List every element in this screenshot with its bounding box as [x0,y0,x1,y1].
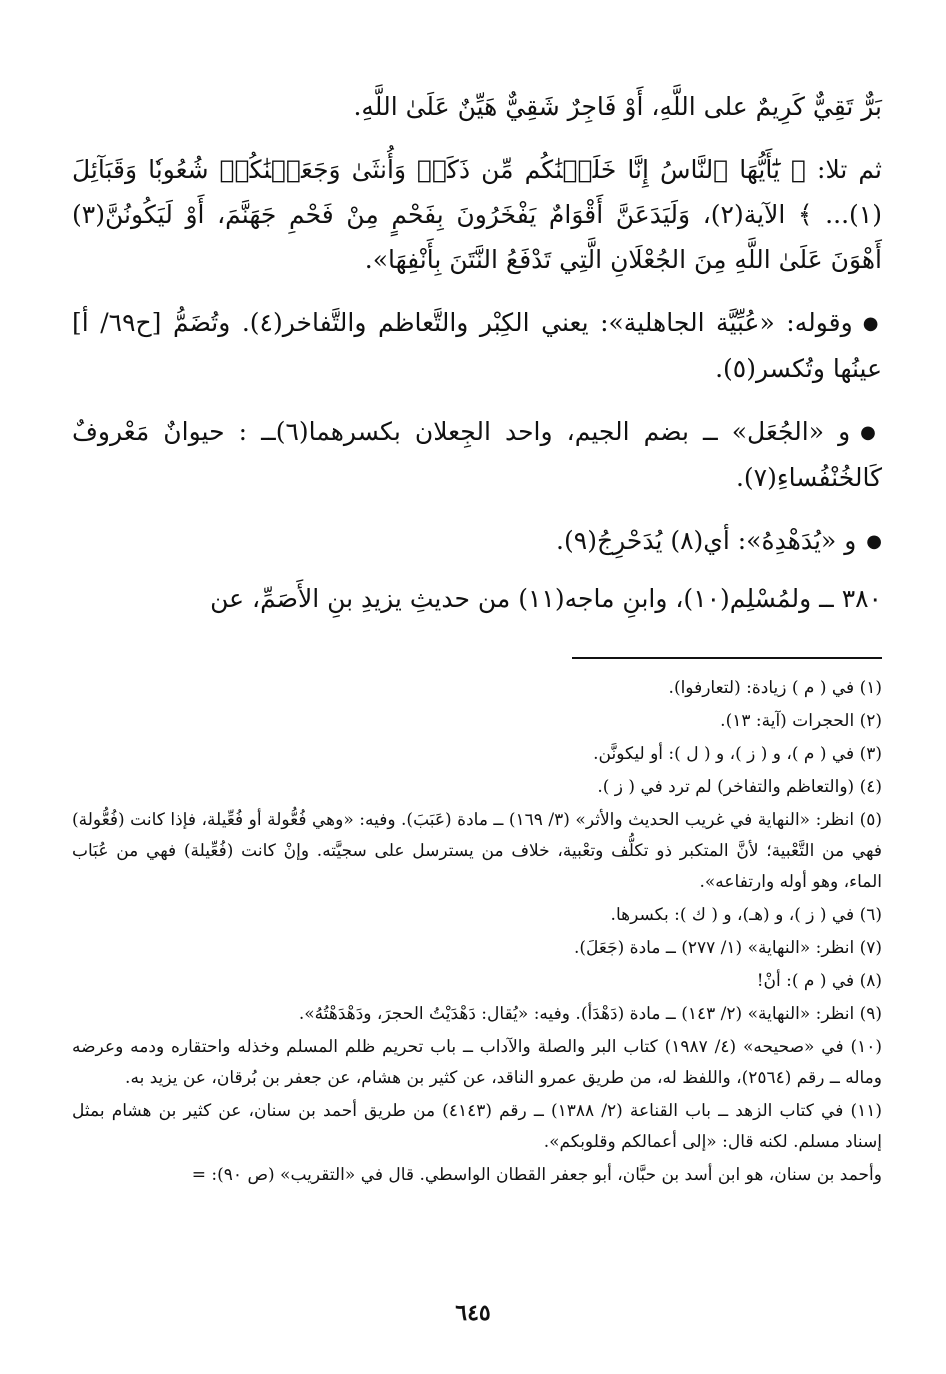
footnote-6: (٦) في ( ز )، و (هـ)، و ( ك ): بكسرها. [610,905,882,925]
footnote-11-continuation: وأحمد بن سنان، هو ابن أسد بن حبَّان، أبو جعفر القطان الواسطي. قال في «التقريب» (ص ٩٠): = [191,1165,882,1185]
footnotes [72,673,882,1191]
footnote-separator-wrap [72,631,882,673]
footnote-separator [572,657,882,659]
paragraph-3 [72,300,882,391]
main-text [72,84,882,621]
footnote-9: (٩) انظر: «النهاية» (٢/ ١٤٣) ــ مادة (دَهْدَأ). وفيه: «يُقال: دَهْدَيْتُ الحجرَ، ودَهْدَهْتُهُ». [298,1004,882,1024]
paragraph-6: ٣٨٠ ــ ولمُسْلِم(١٠)، وابنِ ماجه(١١) من حديثِ يزيدِ بنِ الأَصَمِّ، عن [210,584,882,613]
bullet-paragraph-4: ● و «الجُعَل» ــ بضم الجيم، واحد الجِعلان بكسرهما(٦)ــ : حيوانٌ مَعْروفٌ كَالخُنْفُساءِ(٧). [72,417,882,492]
footnote-5: (٥) انظر: «النهاية في غريب الحديث والأثر» (٣/ ١٦٩) ــ مادة (عَبَبَ). وفيه: «وهي فُعُّولة أو فُعِّيلة، فإذا كانت (فُعُّولة) فهي من التَّعْبية؛ لأنَّ المتكبر ذو تكلُّف وتعْبية، خلاف من يسترسل على سجيَّته. وإنْ كانت (فُعِّيلة) فهي من عُبَاب الماء، وهو أوله وارتفاعه». [72,810,882,892]
bullet-paragraph-5: ● و «يُدَهْدِهُ»: أي(٨) يُدَحْرِجُ(٩). [556,526,882,555]
footnote-10: (١٠) في «صحيحه» (٤/ ١٩٨٧) كتاب البر والصلة والآداب ــ باب تحريم ظلم المسلم وخذله واحتقاره ودمه وعرضه وماله ــ رقم (٢٥٦٤)، واللفظ له، من طريق عمرو الناقد، عن كثير بن هشام، عن جعفر بن بُرقان، عن يزيد به. [72,1037,882,1088]
footnote-11: (١١) في كتاب الزهد ــ باب القناعة (٢/ ١٣٨٨) ــ رقم (٤١٤٣) من طريق أحمد بن سنان، عن كثير بن هشام بمثل إسناد مسلم. لكنه قال: «إلى أعمالكم وقلوبكم». [72,1101,882,1152]
paragraph-5 [72,518,882,564]
footnote-3: (٣) في ( م )، و ( ز )، و ( ل ): أو ليكونَّن. [593,744,882,764]
bullet-paragraph-3: ● وقوله: «عُبِّيَّة الجاهلية»: يعني الكِبْر والتَّعاظم والتَّفاخر(٤). وتُضَمُّ [ح٦٩/ أ] عينُها وتُكسر(٥). [72,308,882,383]
footnote-8: (٨) في ( م ): أنْ! [756,971,882,991]
paragraph-1: بَرٌّ تَقِيٌّ كَرِيمٌ على اللَّهِ، أَوْ فَاجِرٌ شَقِيٌّ هَيِّنٌ عَلَىٰ اللَّهِ. [353,92,882,121]
footnote-2: (٢) الحجرات (آية: ١٣). [720,711,882,731]
document-page [72,84,882,1374]
footnote-1: (١) في ( م ) زيادة: (لتعارفوا). [668,678,882,698]
paragraph-2: ثم تلا: ﴿ يَٰٓأَيُّهَا ٱلنَّاسُ إِنَّا خَلَقۡنَٰكُم مِّن ذَكَرٖ وَأُنثَىٰ وَجَعَلۡنَٰكُمۡ شُعُوبٗا وَقَبَآئِلَ (١)... ﴾ الآية(٢)، وَلَيَدَعَنَّ أَقْوَامٌ يَفْخَرُونَ بِفَحْمٍ مِنْ فَحْمِ جَهَنَّمَ، أَوْ لَيَكُونُنَّ(٣) أَهْوَنَ عَلَىٰ اللَّهِ مِنَ الجُعْلَانِ الَّتِي تَدْفَعُ النَّتَنَ بِأَنْفِهَا». [72,155,882,274]
page-number: ٦٤٥ [455,1300,491,1326]
footnote-7: (٧) انظر: «النهاية» (١/ ٢٧٧) ــ مادة (جَعَلَ). [574,938,882,958]
footnote-4: (٤) (والتعاظم والتفاخر) لم ترد في ( ز ). [597,777,882,797]
paragraph-4 [72,409,882,500]
